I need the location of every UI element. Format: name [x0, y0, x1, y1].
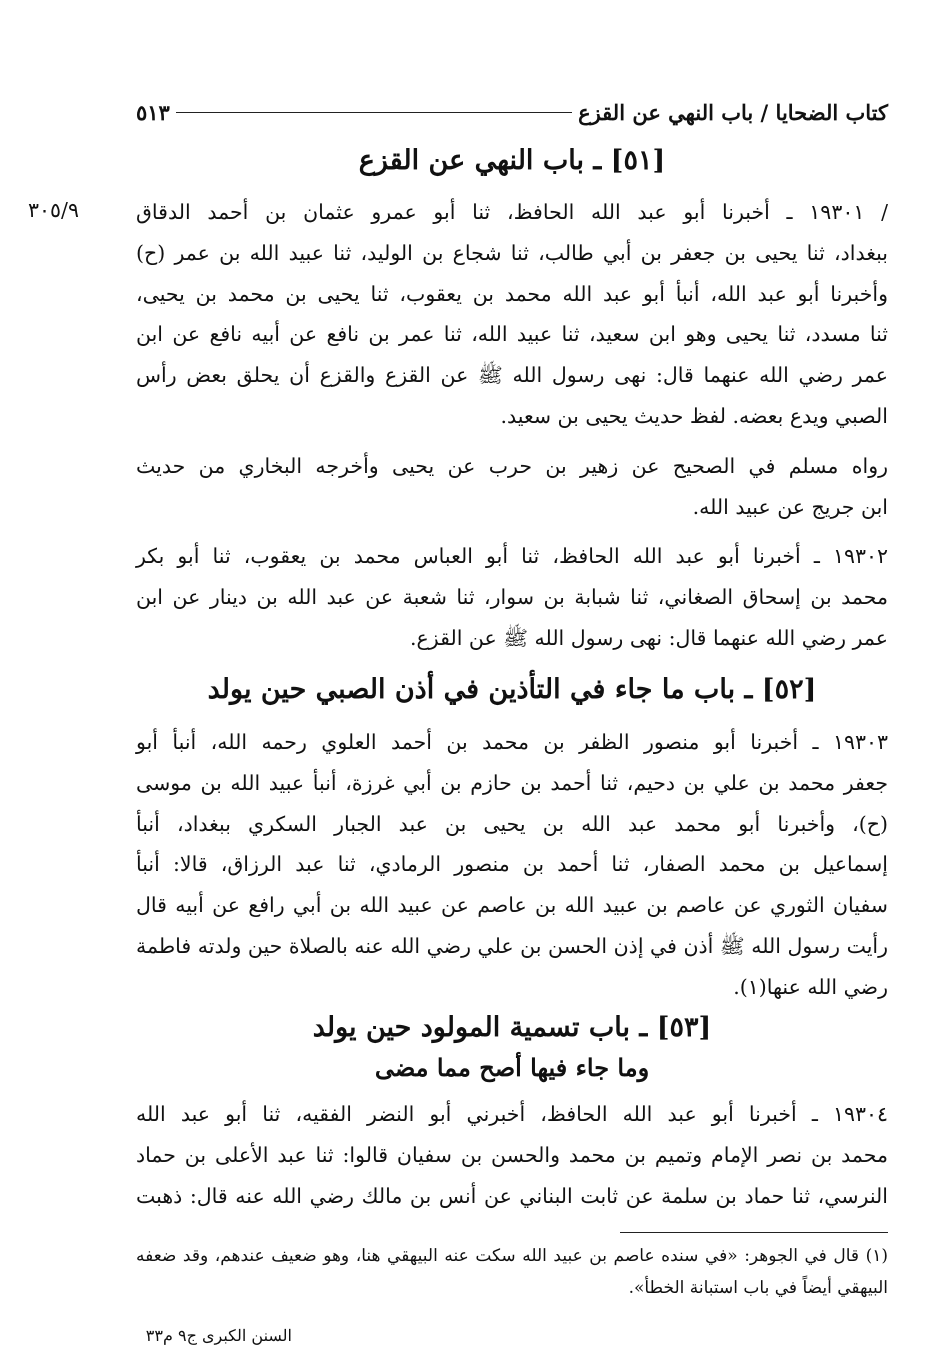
- chapter-subheading-53: وما جاء فيها أصح مما مضى: [374, 1053, 650, 1082]
- hadith-19302: [136, 536, 888, 658]
- chapter-heading-52: [٥٢] ـ باب ما جاء في التأذين في أذن الصبي حين يولد: [207, 674, 817, 705]
- text-line: (ح)، وأخبرنا أبو محمد عبد الله بن يحيى بن عبد الجبار السكري ببغداد، أنبأ: [136, 811, 888, 836]
- hadith-19301: [136, 192, 888, 437]
- text-line: محمد بن نصر الإمام وتميم بن محمد والحسن بن سفيان قالوا: ثنا عبد الأعلى بن حماد: [136, 1142, 888, 1167]
- footnote-rule: [620, 1232, 888, 1233]
- text-line: ابن جريج عن عبيد الله.: [692, 494, 888, 519]
- text-line: عمر رضي الله عنهما قال: نهى رسول الله ﷺ عن القزع.: [410, 625, 888, 650]
- hadith-19304: [136, 1094, 888, 1216]
- text-line: وأخبرنا أبو عبد الله، أنبأ أبو عبد الله محمد بن يعقوب، ثنا يحيى بن محمد بن يحيى،: [136, 281, 888, 306]
- footnote-line: (١) قال في الجوهر: «في سنده عاصم بن عبيد الله سكت عنه البيهقي هنا، وهو ضعيف عندهم، وقد ضعفه: [136, 1246, 888, 1266]
- takhrij-19301: [136, 446, 888, 528]
- text-line: ثنا مسدد، ثنا يحيى وهو ابن سعيد، ثنا عبيد الله، ثنا عمر بن نافع عن أبيه نافع عن ابن: [136, 322, 888, 347]
- header-rule: [176, 112, 572, 113]
- footnote-line: البيهقي أيضاً في باب استبانة الخطأ».: [628, 1278, 888, 1298]
- text-line: رضي الله عنها(١).: [733, 974, 888, 999]
- chapter-heading-53: [٥٣] ـ باب تسمية المولود حين يولد: [312, 1012, 712, 1043]
- text-line: / ١٩٣٠١ ـ أخبرنا أبو عبد الله الحافظ، ثنا أبو عمرو عثمان بن أحمد الدقاق: [136, 200, 888, 224]
- text-line: النرسي، ثنا حماد بن سلمة عن ثابت البناني عن أنس بن مالك رضي الله عنه قال: ذهبت: [136, 1183, 888, 1208]
- volume-signature: السنن الكبرى ج٩ م٣٣: [145, 1326, 292, 1345]
- hadith-19303: [136, 722, 888, 1008]
- text-line: محمد بن إسحاق الصغاني، ثنا شبابة بن سوار، ثنا شعبة عن عبد الله بن دينار عن ابن: [136, 584, 888, 609]
- text-line: رواه مسلم في الصحيح عن زهير بن حرب عن يحيى وأخرجه البخاري من حديث: [136, 454, 888, 478]
- text-line: الصبي ويدع بعضه. لفظ حديث يحيى بن سعيد.: [500, 403, 888, 428]
- margin-reference: ٣٠٥/٩: [28, 198, 79, 222]
- text-line: رأيت رسول الله ﷺ أذن في إذن الحسن بن علي رضي الله عنه بالصلاة حين ولدته فاطمة: [136, 933, 888, 958]
- text-line: ببغداد، ثنا يحيى بن جعفر بن أبي طالب، ثنا شجاع بن الوليد، ثنا عبيد الله بن عمر (ح): [136, 240, 888, 265]
- text-line: ١٩٣٠٣ ـ أخبرنا أبو منصور الظفر بن محمد بن أحمد العلوي رحمه الله، أنبأ أبو: [136, 730, 888, 754]
- running-header: [136, 92, 888, 132]
- text-line: ١٩٣٠٢ ـ أخبرنا أبو عبد الله الحافظ، ثنا أبو العباس محمد بن يعقوب، ثنا أبو بكر: [136, 544, 888, 568]
- text-line: جعفر محمد بن علي بن دحيم، ثنا أحمد بن حازم بن أبي غرزة، أنبأ عبيد الله بن موسى: [136, 770, 888, 795]
- page-number: ٥١٣: [136, 99, 170, 125]
- header-title: كتاب الضحايا / باب النهي عن القزع: [578, 99, 888, 125]
- chapter-heading-51: [٥١] ـ باب النهي عن القزع: [358, 145, 666, 176]
- text-line: إسماعيل بن محمد الصفار، ثنا أحمد بن منصور الرمادي، ثنا عبد الرزاق، قالا: أنبأ: [136, 852, 888, 877]
- footnote: [136, 1240, 888, 1304]
- text-line: عمر رضي الله عنهما قال: نهى رسول الله ﷺ عن القزع والقزع أن يحلق بعض رأس: [136, 363, 888, 388]
- text-line: ١٩٣٠٤ ـ أخبرنا أبو عبد الله الحافظ، أخبرني أبو النضر الفقيه، ثنا أبو عبد الله: [136, 1102, 888, 1126]
- text-line: سفيان الثوري عن عاصم بن عبيد الله بن عاصم عن عبيد الله بن أبي رافع عن أبيه قال: [136, 893, 888, 918]
